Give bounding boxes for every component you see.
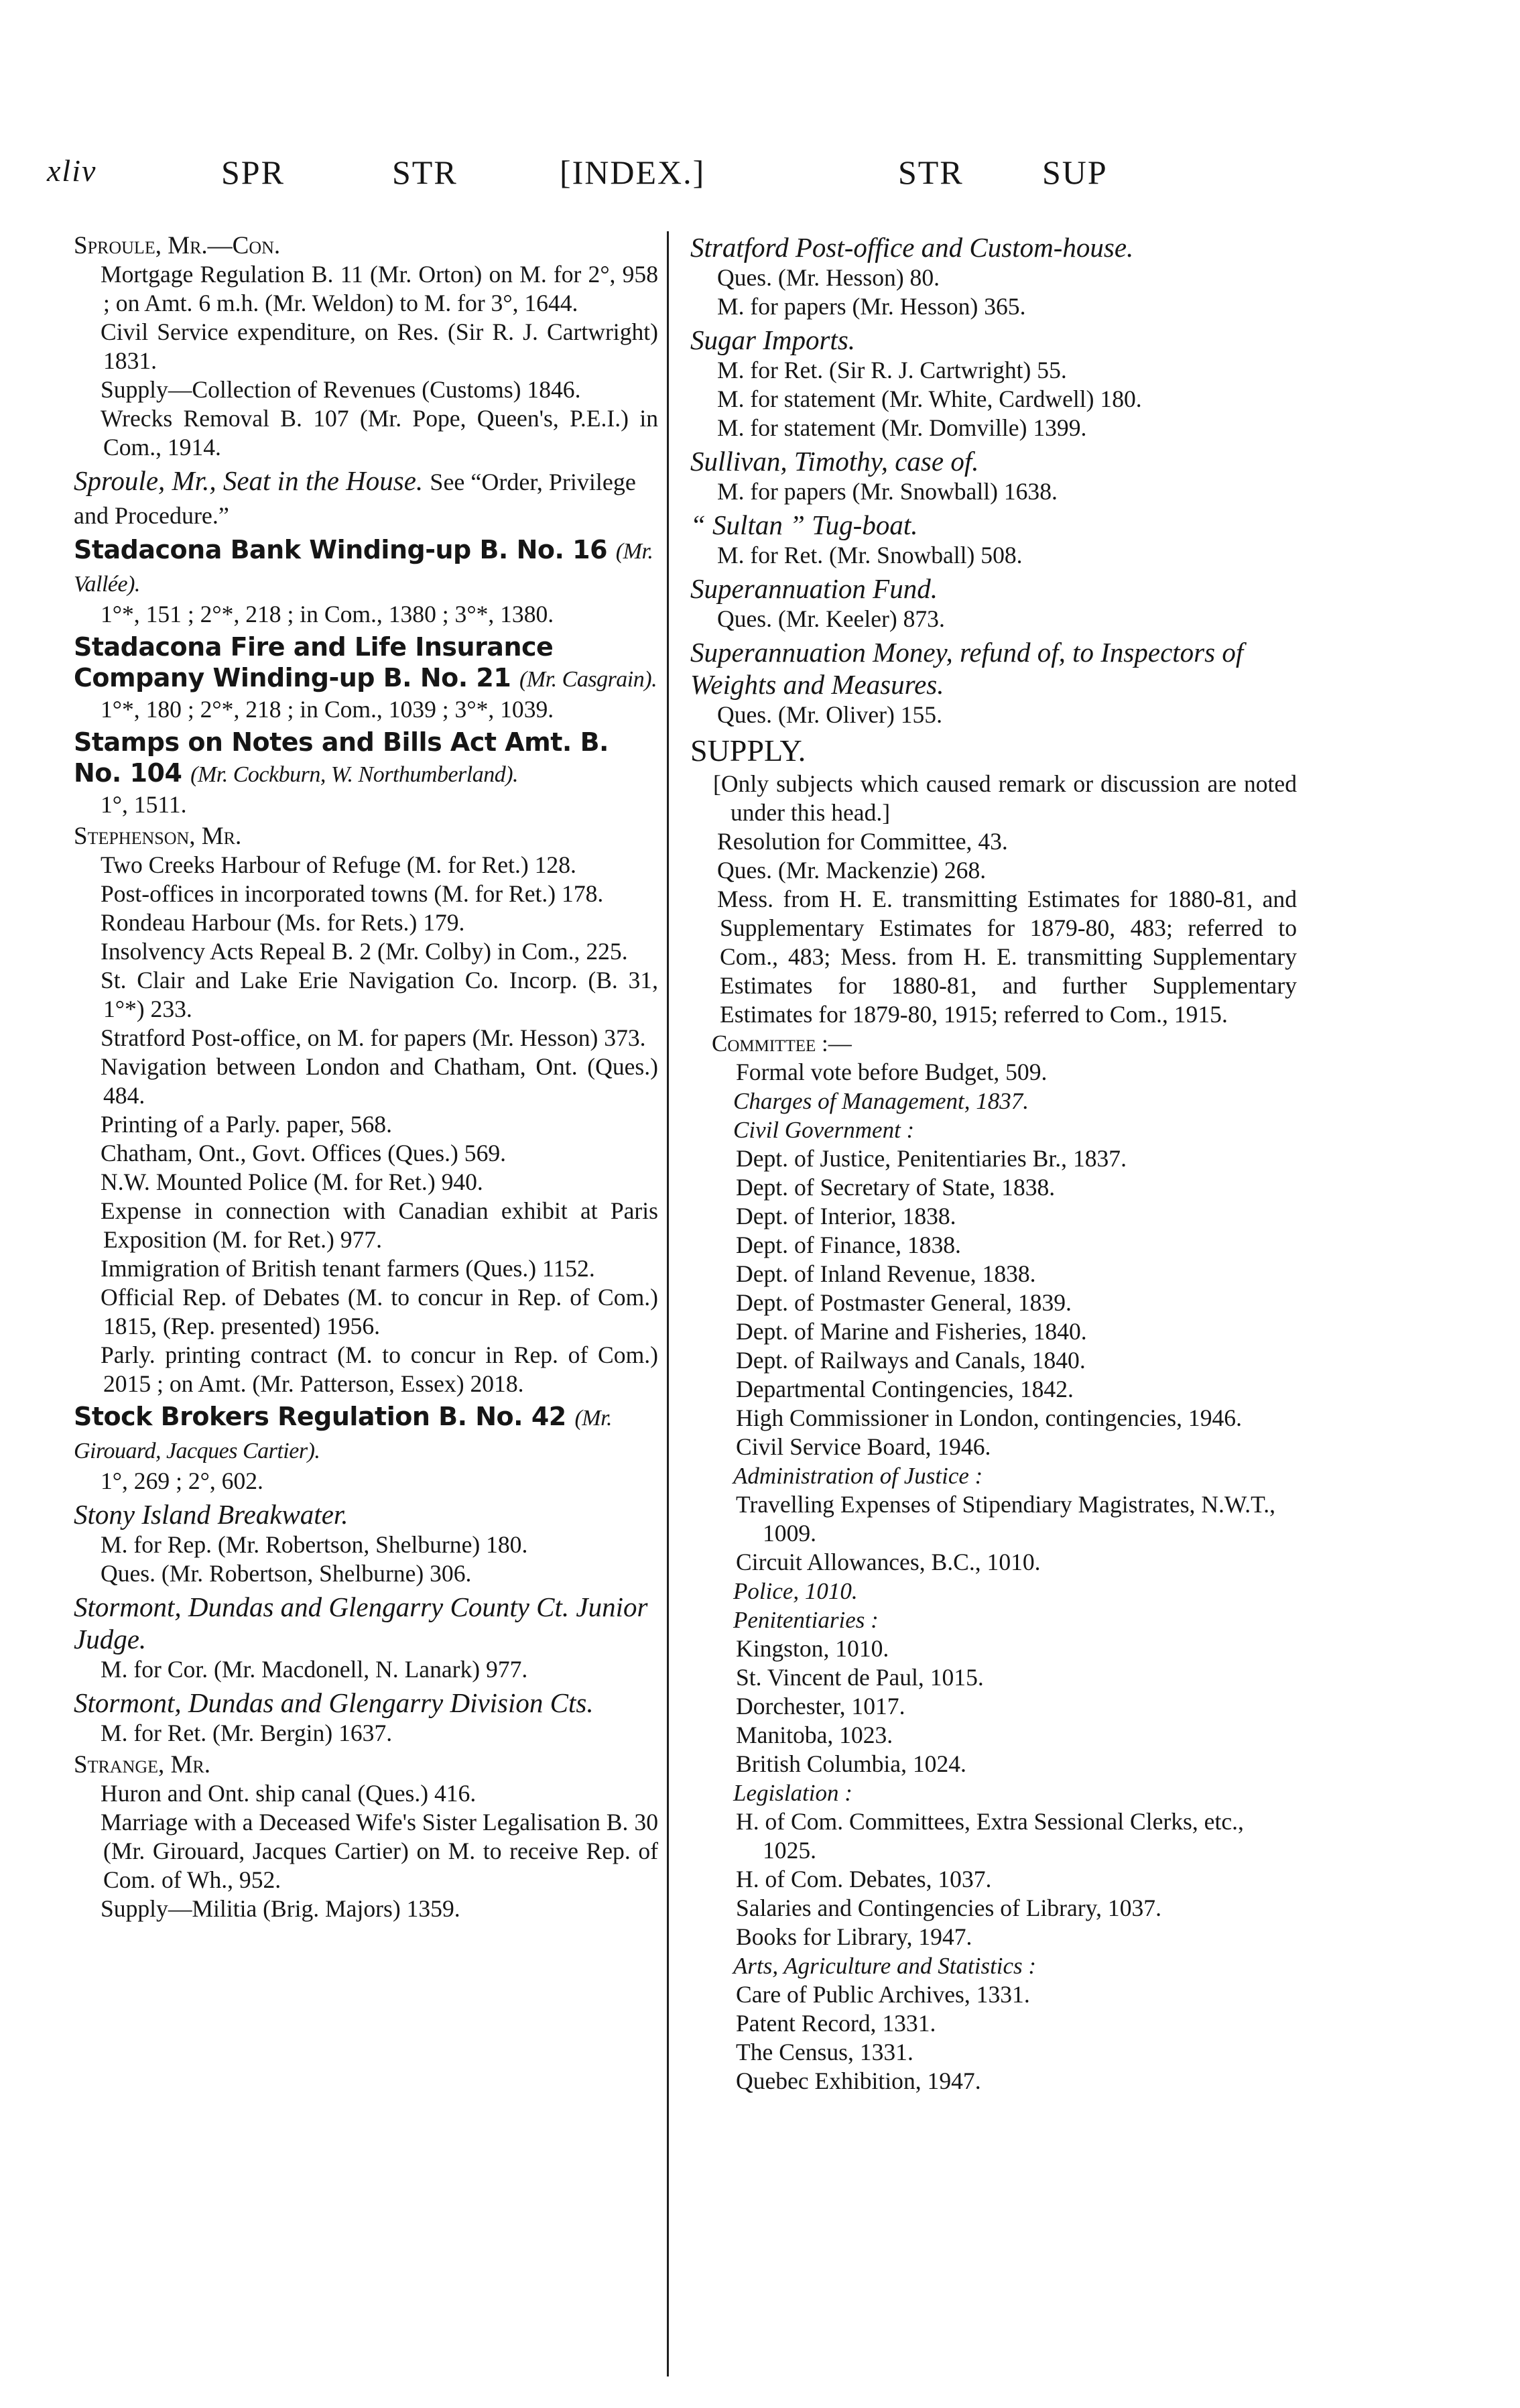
entry-heading [74,1401,658,1467]
index-entry-stratford [690,231,1297,321]
supply-note: [Only subjects which caused remark or discussion are noted under this head.] [713,770,1297,826]
bill-mover: (Mr. Cockburn, W. Northumberland). [190,762,519,787]
entry-heading-text: Sproule, Mr., Seat in the House. [74,465,424,496]
group-item: Dept. of Secretary of State, 1838. [736,1174,1056,1201]
entry-reference: Two Creeks Harbour of Refuge (M. for Ret.) 128. [101,851,576,878]
cross-reference: See “Order, Privilege and Procedure.” [74,469,636,529]
index-entry-supply [690,732,1297,2096]
index-entry-stadacona-bank [74,534,658,629]
group-label-administration-of-justice: Administration of Justice : [733,1463,983,1489]
right-guide-word-first: STR [898,154,964,191]
entry-heading [74,465,658,532]
group-label-legislation: Legislation : [733,1780,852,1806]
entry-heading: Superannuation Money, refund of, to Inspectors of Weights and Measures. [690,637,1244,700]
bill-mover: (Mr. Vallée). [74,539,653,597]
entry-reference: Navigation between London and Chatham, Ont. (Ques.) 484. [101,1053,658,1109]
index-entry-sullivan [690,445,1297,506]
entry-heading: Stormont, Dundas and Glengarry Division Cts. [74,1687,594,1718]
group-item: Books for Library, 1947. [736,1923,972,1950]
group-item: H. of Com. Debates, 1037. [736,1866,992,1892]
right-guide-word-second: SUP [1042,154,1108,191]
left-column [74,231,658,1926]
entry-heading: SUPPLY. [690,733,806,768]
group-item: Dept. of Finance, 1838. [736,1231,961,1258]
entry-reference: Ques. (Mr. Keeler) 873. [717,605,945,632]
index-entry-strange [74,1750,658,1923]
entry-reference: Ques. (Mr. Hesson) 80. [717,264,940,291]
group-item: British Columbia, 1024. [736,1750,966,1777]
group-label-civil-government: Civil Government : [733,1117,915,1143]
entry-heading: Sullivan, Timothy, case of. [690,446,979,477]
index-entry-superannuation-money [690,636,1297,729]
right-column [690,231,1297,2098]
index-entry-sultan [690,509,1297,570]
bill-mover: (Mr. Girouard, Jacques Cartier). [74,1406,613,1463]
entry-reference: M. for papers (Mr. Hesson) 365. [717,293,1026,320]
entry-reference: Supply—Collection of Revenues (Customs) 1846. [101,376,581,403]
left-guide-word-second: STR [392,154,458,191]
entry-reference: 1°, 269 ; 2°, 602. [101,1467,263,1494]
entry-reference: Post-offices in incorporated towns (M. for Ret.) 178. [101,880,604,907]
entry-heading: Stony Island Breakwater. [74,1499,349,1530]
index-entry-stormont-judge [74,1591,658,1684]
group-label-arts-agriculture-statistics: Arts, Agriculture and Statistics : [733,1953,1037,1979]
index-entry-stock-brokers [74,1401,658,1496]
entry-reference: M. for Ret. (Mr. Bergin) 1637. [101,1720,393,1746]
entry-reference: M. for Ret. (Sir R. J. Cartwright) 55. [717,357,1067,383]
entry-reference: Resolution for Committee, 43. [717,828,1008,855]
entry-reference: Ques. (Mr. Oliver) 155. [717,701,942,728]
entry-reference: Huron and Ont. ship canal (Ques.) 416. [101,1780,477,1807]
entry-heading: Sproule, Mr.—Con. [74,232,281,259]
entry-reference: Expense in connection with Canadian exhibit at Paris Exposition (M. for Ret.) 977. [101,1197,658,1253]
entry-heading: Stormont, Dundas and Glengarry County Ct. Junior Judge. [74,1591,648,1654]
entry-reference: M. for Cor. (Mr. Macdonell, N. Lanark) 977. [101,1656,528,1683]
group-item: Patent Record, 1331. [736,2010,936,2037]
entry-reference: Insolvency Acts Repeal B. 2 (Mr. Colby) in Com., 225. [101,938,628,965]
entry-reference: 1°, 1511. [101,791,187,818]
entry-heading: Sugar Imports. [690,324,856,355]
column-divider [667,231,669,2376]
group-item: Dorchester, 1017. [736,1693,905,1720]
group-item: High Commissioner in London, contingencies, 1946. [736,1404,1242,1431]
entry-reference: Printing of a Parly. paper, 568. [101,1111,392,1138]
index-entry-stormont-division [74,1687,658,1748]
group-item: St. Vincent de Paul, 1015. [736,1664,984,1691]
entry-reference: St. Clair and Lake Erie Navigation Co. Incorp. (B. 31, 1°*) 233. [101,967,658,1022]
group-item: Dept. of Marine and Fisheries, 1840. [736,1318,1087,1345]
running-head [0,153,1520,200]
group-item: Dept. of Postmaster General, 1839. [736,1289,1072,1316]
entry-heading: Stephenson, Mr. [74,823,242,850]
entry-reference: Immigration of British tenant farmers (Ques.) 1152. [101,1255,595,1282]
group-item: H. of Com. Committees, Extra Sessional Clerks, etc., 1025. [736,1808,1244,1864]
group-item: Dept. of Interior, 1838. [736,1203,956,1229]
entry-reference: Ques. (Mr. Mackenzie) 268. [717,857,987,884]
entry-reference: M. for Ret. (Mr. Snowball) 508. [717,542,1023,568]
group-item: Dept. of Railways and Canals, 1840. [736,1347,1086,1374]
entry-reference: M. for statement (Mr. White, Cardwell) 180. [717,385,1142,412]
index-entry-stony-island [74,1498,658,1588]
entry-reference: Rondeau Harbour (Ms. for Rets.) 179. [101,909,465,936]
entry-heading-text: Stadacona Fire and Life Insurance Company Winding-up B. No. 21 [74,632,554,693]
entry-heading: Strange, Mr. [74,1751,211,1779]
entry-heading-text: Stamps on Notes and Bills Act Amt. B. No. 104 [74,727,609,788]
entry-reference: M. for Rep. (Mr. Robertson, Shelburne) 180. [101,1531,528,1558]
group-label-police: Police, 1010. [733,1578,858,1604]
entry-reference: Civil Service expenditure, on Res. (Sir R. J. Cartwright) 1831. [101,318,658,374]
entry-reference: Parly. printing contract (M. to concur in Rep. of Com.) 2015 ; on Amt. (Mr. Patterson, Essex) 2018. [101,1341,658,1397]
entry-reference: Ques. (Mr. Robertson, Shelburne) 306. [101,1560,472,1587]
entry-reference: Formal vote before Budget, 509. [736,1059,1048,1085]
entry-reference: Chatham, Ont., Govt. Offices (Ques.) 569. [101,1140,507,1166]
entry-reference: Official Rep. of Debates (M. to concur in Rep. of Com.) 1815, (Rep. presented) 1956. [101,1284,658,1339]
entry-reference: Mortgage Regulation B. 11 (Mr. Orton) on M. for 2°, 958 ; on Amt. 6 m.h. (Mr. Weldon) to M. for 3°, 1644. [101,261,658,316]
index-entry-stadacona-fire [74,631,658,724]
entry-heading-text: Stadacona Bank Winding-up B. No. 16 [74,535,608,564]
entry-reference: Mess. from H. E. transmitting Estimates for 1880-81, and Supplementary Estimates for 1879-80, 483; referred to Com., 483; Mess. from H. E. transmitting Supplementary Estimates for 1880-81, and further Supplementary Estimates for 1879-80, 1915; referred to Com., 1915. [717,886,1297,1028]
entry-heading [74,727,658,790]
group-item: Manitoba, 1023. [736,1722,893,1748]
page-number: xliv [47,154,97,188]
index-entry-sproule [74,231,658,462]
left-guide-word-first: SPR [221,154,285,191]
entry-reference: Stratford Post-office, on M. for papers (Mr. Hesson) 373. [101,1024,646,1051]
entry-reference: M. for statement (Mr. Domville) 1399. [717,414,1087,441]
group-item: Circuit Allowances, B.C., 1010. [736,1549,1041,1575]
committee-charges: Charges of Management, 1837. [733,1088,1029,1114]
group-item: Dept. of Inland Revenue, 1838. [736,1260,1036,1287]
running-title: [INDEX.] [560,154,706,191]
entry-reference: M. for papers (Mr. Snowball) 1638. [717,478,1058,505]
group-item: Quebec Exhibition, 1947. [736,2067,981,2094]
index-entry-sproule-seat [74,465,658,532]
entry-reference: Marriage with a Deceased Wife's Sister Legalisation B. 30 (Mr. Girouard, Jacques Cartier) on M. to receive Rep. of Com. of Wh., 952. [101,1809,658,1893]
group-item: The Census, 1331. [736,2039,913,2065]
entry-reference: Supply—Militia (Brig. Majors) 1359. [101,1895,460,1922]
index-entry-sugar [690,324,1297,442]
index-entry-stamps [74,727,658,819]
index-entry-superannuation-fund [690,573,1297,634]
group-item: Care of Public Archives, 1331. [736,1981,1030,2008]
entry-heading: “ Sultan ” Tug-boat. [690,509,918,540]
group-item: Departmental Contingencies, 1842. [736,1376,1074,1402]
committee-label: Committee :— [712,1030,852,1057]
entry-heading: Stratford Post-office and Custom-house. [690,232,1134,263]
entry-heading: Superannuation Fund. [690,573,938,604]
entry-heading-text: Stock Brokers Regulation B. No. 42 [74,1402,566,1431]
group-item: Civil Service Board, 1946. [736,1433,991,1460]
group-item: Kingston, 1010. [736,1635,889,1662]
group-item: Travelling Expenses of Stipendiary Magistrates, N.W.T., 1009. [736,1491,1276,1547]
group-label-penitentiaries: Penitentiaries : [733,1607,879,1633]
entry-heading [74,631,658,695]
group-item: Salaries and Contingencies of Library, 1037. [736,1894,1161,1921]
bill-mover: (Mr. Casgrain). [519,667,657,692]
entry-reference: 1°*, 180 ; 2°*, 218 ; in Com., 1039 ; 3°*, 1039. [101,696,554,723]
group-item: Dept. of Justice, Penitentiaries Br., 1837. [736,1145,1127,1172]
entry-reference: N.W. Mounted Police (M. for Ret.) 940. [101,1168,483,1195]
entry-reference: 1°*, 151 ; 2°*, 218 ; in Com., 1380 ; 3°*, 1380. [101,601,554,627]
entry-heading [74,534,658,600]
index-entry-stephenson [74,822,658,1398]
entry-reference: Wrecks Removal B. 107 (Mr. Pope, Queen's, P.E.I.) in Com., 1914. [101,405,658,461]
